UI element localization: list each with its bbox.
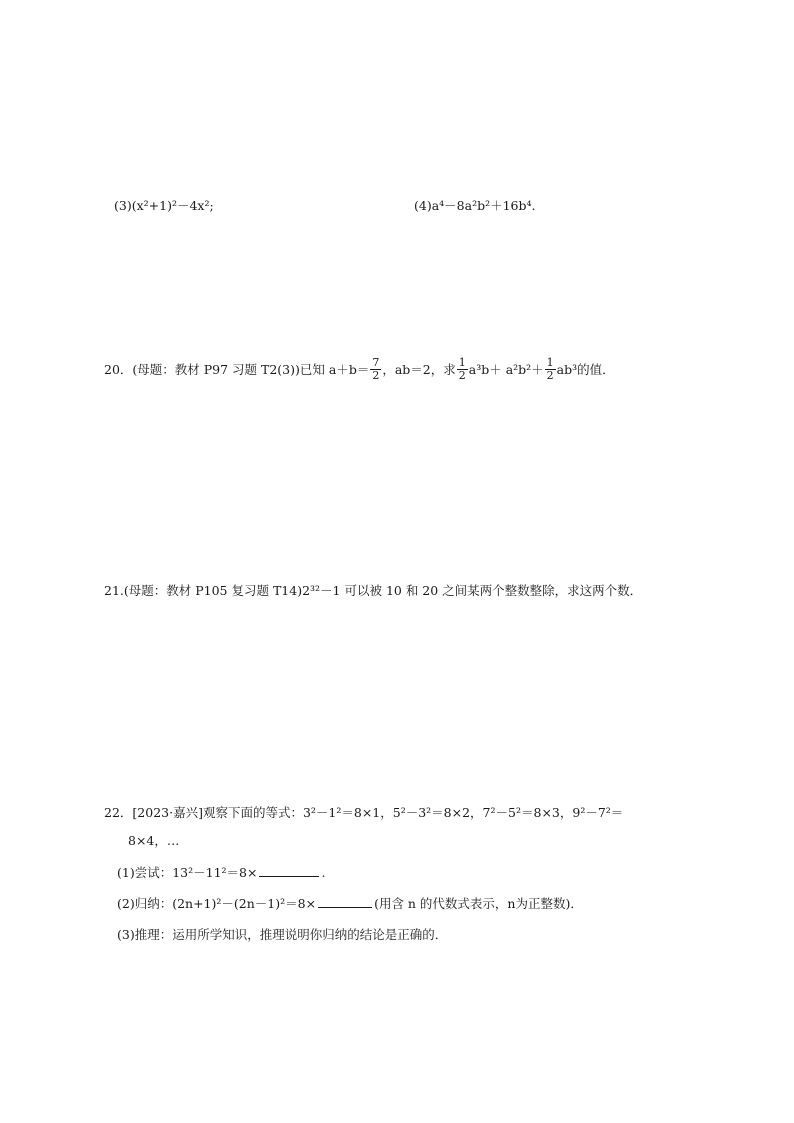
q22-part3: (3)推理：运用所学知识，推理说明你归纳的结论是正确的．	[117, 927, 448, 942]
q20-fraction-1-2-b	[545, 357, 556, 382]
q20-mid: ，ab＝2，求	[382, 362, 456, 377]
q22-line2: 8×4，…	[128, 833, 180, 848]
q19-part4: (4)a⁴－8a²b²＋16b⁴.	[414, 198, 536, 213]
q22-part2-prefix: (2)归纳：(2n+1)²－(2n－1)²＝8×	[117, 896, 317, 911]
q22-part2	[117, 895, 583, 913]
q20-frac3-num: 1	[546, 356, 554, 369]
q22-part1-suffix: .	[321, 865, 326, 880]
q22-part1	[117, 864, 325, 882]
q22-part2-answer-blank[interactable]	[318, 895, 372, 908]
q20-question	[104, 358, 615, 383]
q20-frac1-num: 7	[372, 356, 380, 369]
q20-frac2-den: 2	[458, 369, 466, 382]
q20-fraction-7-2	[370, 357, 381, 382]
q20-prefix: 20．(母题：教材 P97 习题 T2(3))已知 a＋b＝	[104, 362, 370, 377]
q20-fraction-1-2-a	[457, 357, 468, 382]
q22-part1-prefix: (1)尝试：13²－11²＝8×	[117, 865, 258, 880]
q19-part3: (3)(x²+1)²－4x²;	[114, 198, 214, 213]
q22-part1-answer-blank[interactable]	[259, 864, 319, 877]
q20-mid2: a³b＋ a²b²＋	[468, 362, 544, 377]
q20-frac3-den: 2	[546, 369, 554, 382]
q20-frac2-num: 1	[458, 356, 466, 369]
q22-line1: 22．[2023·嘉兴]观察下面的等式：3²－1²＝8×1，5²－3²＝8×2，7²－5²＝8×3，9²－7²＝	[104, 805, 624, 820]
q20-suffix: ab³的值．	[556, 362, 615, 377]
q20-frac1-den: 2	[372, 369, 380, 382]
q21-question: 21.(母题：教材 P105 复习题 T14)2³²－1 可以被 10 和 20 之间某两个整数整除，求这两个数．	[104, 583, 643, 598]
q22-part2-suffix: (用含 n 的代数式表示，n为正整数)．	[374, 896, 583, 911]
